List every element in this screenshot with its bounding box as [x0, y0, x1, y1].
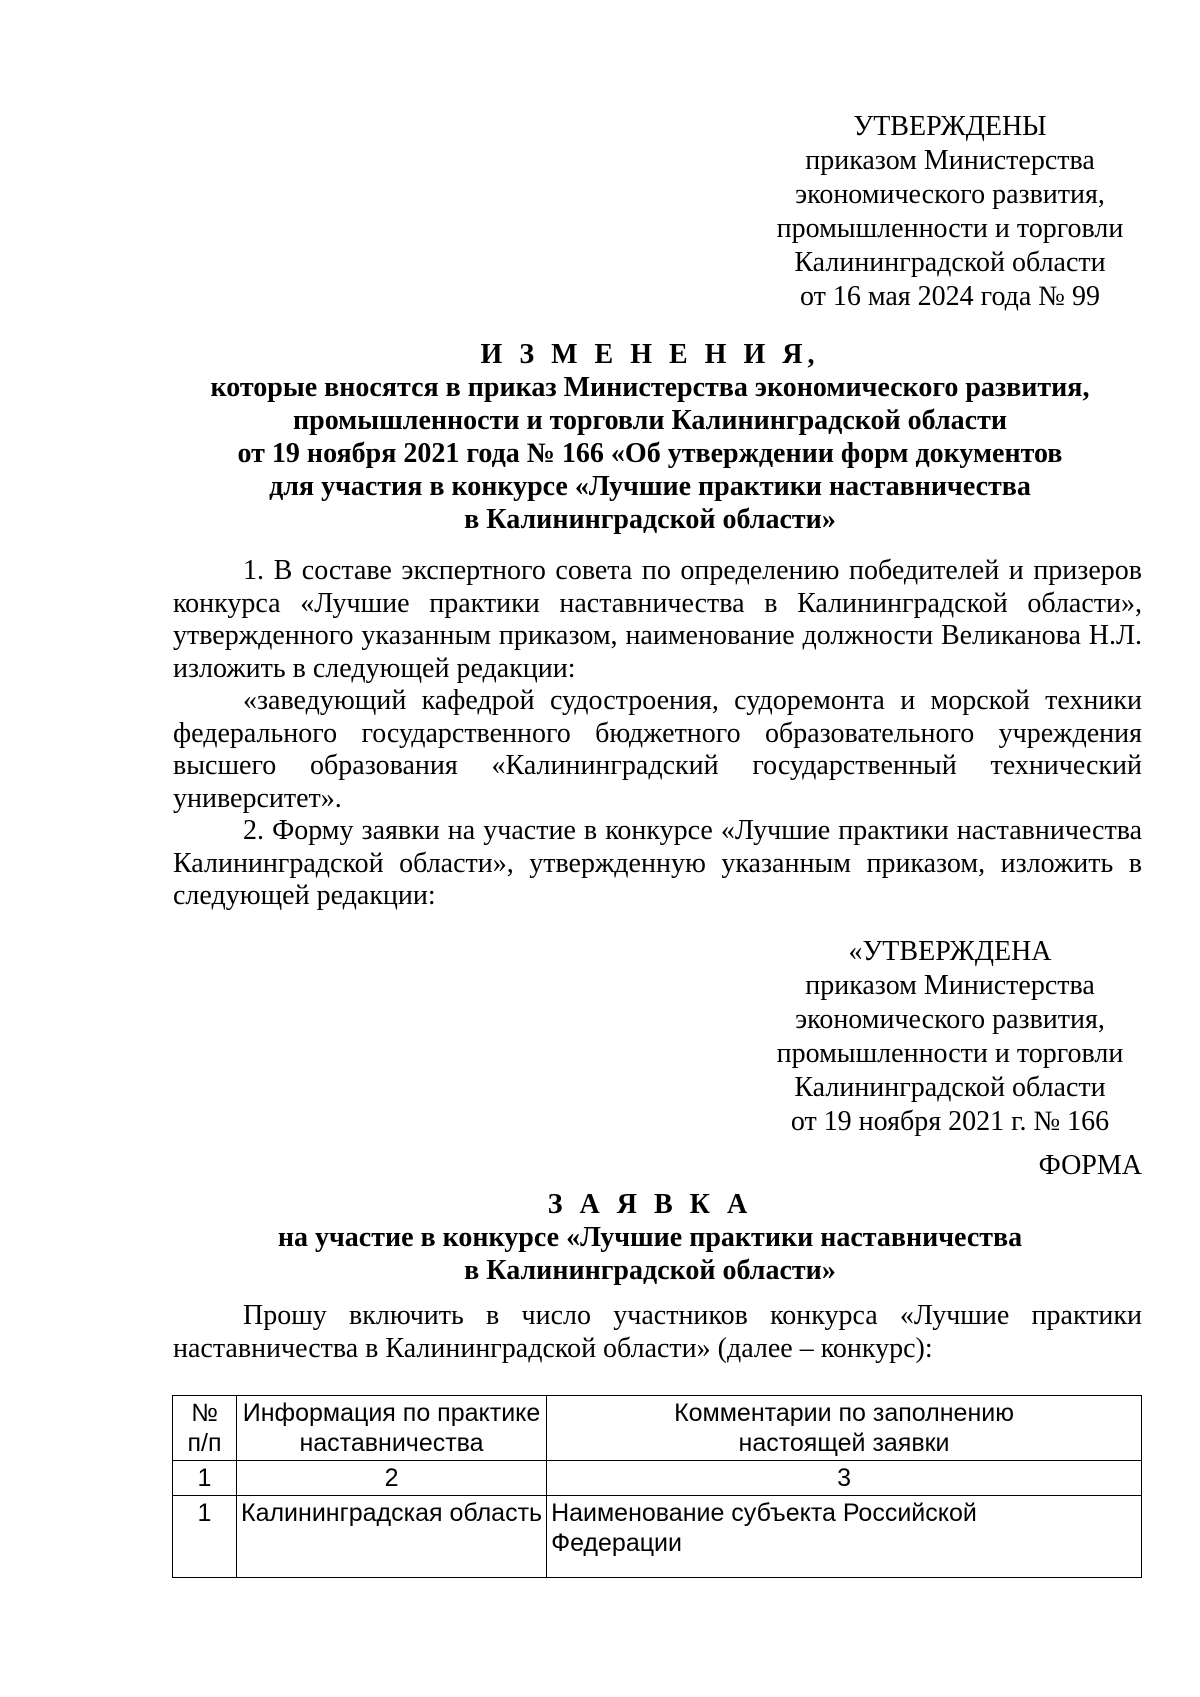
changes-title-line: для участия в конкурсе «Лучшие практики наставничества: [269, 471, 1031, 502]
item-1-quote-paragraph: «заведующий кафедрой судостроения, судоремонта и морской техники федерального государственного бюджетного образовательного учреждения высшего образования «Калининградский государственный технический университет».: [173, 685, 1142, 814]
header-text: п/п: [187, 1429, 222, 1457]
stamp-line: УТВЕРЖДЕНЫ: [853, 111, 1047, 142]
table-column-number-row: [173, 1461, 1142, 1496]
stamp-line: Калининградской области: [794, 1072, 1106, 1103]
application-heading: З А Я В К А: [547, 1189, 753, 1220]
header-cell-number: [173, 1396, 237, 1461]
request-text-block: [173, 1300, 1142, 1365]
stamp-line: экономического развития,: [795, 179, 1105, 210]
cell-text: Калининградская область: [241, 1499, 543, 1527]
cell-text: Наименование субъекта Российской: [551, 1499, 977, 1527]
changes-title-line: которые вносятся в приказ Министерства экономического развития,: [210, 372, 1090, 403]
stamp-line: приказом Министерства: [805, 145, 1095, 176]
cell-text: Федерации: [551, 1529, 682, 1557]
stamp-line: промышленности и торговли: [776, 213, 1124, 244]
stamp-line: Калининградской области: [794, 247, 1106, 278]
changes-title-line: промышленности и торговли Калининградской области: [293, 405, 1007, 436]
column-number-cell: 2: [237, 1461, 547, 1496]
table-header-row: [173, 1396, 1142, 1461]
stamp-line: «УТВЕРЖДЕНА: [848, 936, 1052, 967]
item-1-paragraph: 1. В составе экспертного совета по определению победителей и призеров конкурса «Лучшие практики наставничества в Калининградской области», утвержденного указанным приказом, наименование должности Великанова Н.Л. изложить в следующей редакции:: [173, 555, 1142, 684]
stamp-line: экономического развития,: [795, 1004, 1105, 1035]
application-title-line: в Калининградской области»: [464, 1255, 836, 1286]
table-cell-info: [237, 1496, 547, 1578]
body-text: [173, 555, 1142, 913]
table-row: [173, 1496, 1142, 1578]
column-number-cell: 1: [173, 1461, 237, 1496]
changes-title-line: в Калининградской области»: [464, 504, 836, 535]
stamp-line: промышленности и торговли: [776, 1038, 1124, 1069]
stamp-line: от 16 мая 2024 года № 99: [799, 281, 1101, 312]
request-paragraph: Прошу включить в число участников конкурса «Лучшие практики наставничества в Калининградской области» (далее – конкурс):: [173, 1300, 1142, 1364]
approval-stamp-2: [770, 935, 1130, 1139]
approval-stamp-1: [770, 110, 1130, 314]
header-text: настоящей заявки: [738, 1429, 950, 1457]
table-cell-number: [173, 1496, 237, 1578]
form-label: ФОРМА: [1038, 1150, 1142, 1181]
changes-heading: И З М Е Н Е Н И Я,: [480, 339, 820, 370]
stamp-line: приказом Министерства: [805, 970, 1095, 1001]
header-cell-info: [237, 1396, 547, 1461]
changes-title-line: от 19 ноября 2021 года № 166 «Об утверждении форм документов: [237, 438, 1063, 469]
column-number-cell: 3: [547, 1461, 1142, 1496]
header-text: наставничества: [299, 1429, 484, 1457]
header-text: Комментарии по заполнению: [674, 1399, 1014, 1427]
header-cell-comments: [547, 1396, 1142, 1461]
table-cell-comment: [547, 1496, 1142, 1578]
changes-title: [170, 338, 1130, 536]
cell-text: 1: [197, 1499, 212, 1527]
header-text: №: [191, 1399, 218, 1427]
header-text: Информация по практике: [242, 1399, 541, 1427]
application-form-table: [172, 1395, 1142, 1578]
item-2-paragraph: 2. Форму заявки на участие в конкурсе «Лучшие практики наставничества Калининградской области», утвержденную указанным приказом, изложить в следующей редакции:: [173, 815, 1142, 911]
application-title: [170, 1188, 1130, 1287]
stamp-line: от 19 ноября 2021 г. № 166: [790, 1106, 1110, 1137]
application-title-line: на участие в конкурсе «Лучшие практики наставничества: [277, 1222, 1023, 1253]
